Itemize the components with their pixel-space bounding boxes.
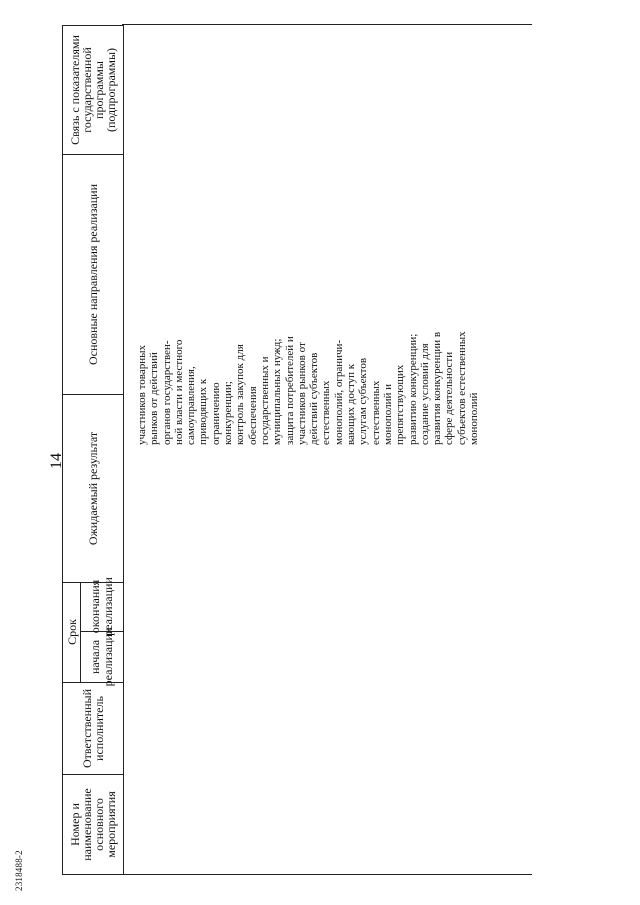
header-event: Номер и наименование основного мероприятия	[63, 775, 123, 875]
column-divider	[122, 24, 532, 25]
result-cell-text: участников товарных рынков от действий органов государствен- ной власти и местного самоуправления, приводящих к ограничению конкуренции; контроль закупок для обеспечения государственных и муниципальных нужд; защита потребителей и участников рынков от действий субъектов естественных монополий, ограничи- вающих доступ к услугам субъектов естественных монополий и препятствующих развитию конкуренции; создание условий для развития конкуренции в сфере деятельности субъектов естественных монополий	[136, 331, 481, 445]
column-divider	[122, 874, 532, 875]
header-term: Срок	[63, 582, 81, 682]
header-executor: Ответственный исполнитель	[63, 683, 123, 775]
header-result: Ожидаемый результат	[63, 395, 123, 583]
header-term-end: окончания реализации	[81, 582, 123, 632]
document-code: 2318488-2	[14, 850, 24, 891]
header-link: Связь с показателями государственной программы (подпрограммы)	[63, 25, 123, 155]
measures-table	[62, 25, 532, 875]
page-number: 14	[48, 453, 65, 469]
header-term-group	[63, 577, 123, 687]
header-directions: Основные направления реализации	[63, 155, 123, 395]
header-term-start: начала реализации	[88, 627, 115, 687]
table-header	[62, 25, 124, 875]
